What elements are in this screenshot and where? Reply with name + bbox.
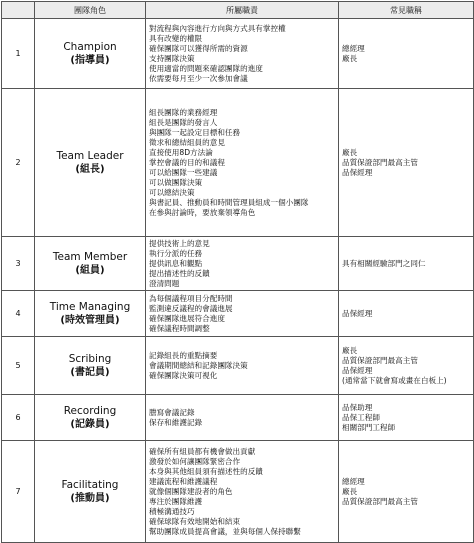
responsibilities-cell [146,291,339,337]
role-cell [35,237,146,291]
responsibility-item: 保存和維護記錄 [149,417,203,427]
responsibility-item: 監測違反議程的會議進展 [149,303,233,313]
job-title-item: 品保經理 [342,167,373,177]
table-row [2,89,474,237]
role-name-en: Champion [63,40,117,53]
role-name-en: Team Leader [56,149,124,162]
role-cell [35,337,146,395]
responsibility-item: 可以給團隊一些建議 [149,167,218,177]
responsibility-item: 提供訊息和觀點 [149,258,203,268]
table-row [2,395,474,441]
responsibility-item: 可以做團隊決策 [149,177,203,187]
responsibility-item: 可以總結決策 [149,187,195,197]
row-number: 1 [2,19,35,89]
job-title-item: 相關部門工程師 [342,422,396,432]
titles-cell [339,441,474,543]
responsibility-item: 使用適當的問題來確認團隊的進度 [149,63,263,73]
role-name-en: Facilitating [61,478,119,491]
job-title-item: 品保經理 [342,365,373,375]
job-title-item: (通常當下就會寫或畫在白板上) [342,375,447,385]
responsibility-item: 會議期間總結和記錄團隊決策 [149,360,248,370]
responsibility-item: 積極溝通技巧 [149,506,195,516]
responsibility-item: 確保團隊可以獲得所需的資源 [149,43,248,53]
role-name-zh: (書記員) [70,366,110,378]
job-title-item: 廠長 [342,486,358,496]
responsibility-item: 具有改變的權限 [149,33,203,43]
job-title-item: 廠長 [342,147,358,157]
responsibility-item: 建議流程和維護議程 [149,476,218,486]
role-name-en: Time Managing [49,300,131,313]
responsibility-item: 確保團隊進展符合進度 [149,313,225,323]
table-row [2,291,474,337]
responsibilities-cell [146,19,339,89]
responsibility-item: 在參與討論時，要放棄領導角色 [149,207,256,217]
titles-cell [339,19,474,89]
job-title-item: 品質保證部門最高主管 [342,355,418,365]
table-row [2,19,474,89]
role-name-en: Scribing [68,352,112,365]
job-title-item: 廠長 [342,53,358,63]
titles-cell [339,291,474,337]
responsibility-item: 依需要每月至少一次參加會議 [149,73,248,83]
titles-cell [339,395,474,441]
responsibilities-cell [146,395,339,441]
responsibility-item: 澄清問題 [149,278,180,288]
responsibilities-cell [146,237,339,291]
job-title-item: 品保助理 [342,402,373,412]
role-name-en: Recording [63,404,117,417]
responsibility-item: 直接使用8D方法論 [149,147,213,157]
responsibility-item: 就像個團隊建設者的角色 [149,486,233,496]
titles-cell [339,237,474,291]
responsibility-item: 與團隊一起設定目標和任務 [149,127,241,137]
responsibility-item: 掌控會議的目的和議程 [149,157,225,167]
responsibility-item: 幫助團隊成員提高會議，並與每個人保持聯繫 [149,526,301,536]
header-team-role: 團隊角色 [35,2,146,19]
responsibility-item: 激發於如何讓團隊緊密合作 [149,456,241,466]
roles-table [1,1,474,543]
job-title-item: 具有相關經驗部門之同仁 [342,258,426,268]
row-number: 5 [2,337,35,395]
role-name-en: Team Member [52,250,128,263]
role-cell [35,291,146,337]
responsibility-item: 徵求和總結組員的意見 [149,137,225,147]
responsibility-item: 支持團隊決策 [149,53,195,63]
responsibility-item: 謄寫會議記錄 [149,407,195,417]
row-number: 4 [2,291,35,337]
responsibility-item: 提出描述性的反饋 [149,268,210,278]
role-name-zh: (記錄員) [70,418,110,430]
responsibility-item: 專注於團隊維護 [149,496,203,506]
header-responsibilities: 所屬職責 [146,2,339,19]
role-name-zh: (組長) [75,163,105,175]
responsibility-item: 執行分派的任務 [149,248,203,258]
table-row [2,337,474,395]
responsibility-item: 本身與其他組員須有描述性的反饋 [149,466,263,476]
job-title-item: 品保經理 [342,308,373,318]
role-name-zh: (時效管理員) [60,314,120,326]
role-name-zh: (組員) [75,264,105,276]
role-cell [35,19,146,89]
titles-cell [339,89,474,237]
table-row [2,237,474,291]
responsibility-item: 組長是團隊的發言人 [149,117,218,127]
responsibility-item: 為每個議程項目分配時間 [149,293,233,303]
job-title-item: 品保工程師 [342,412,380,422]
role-cell [35,441,146,543]
job-title-item: 總經理 [342,476,365,486]
responsibility-item: 提供技術上的意見 [149,238,210,248]
row-number: 7 [2,441,35,543]
job-title-item: 品質保證部門最高主管 [342,157,418,167]
job-title-item: 品質保證部門最高主管 [342,496,418,506]
header-index [2,2,35,19]
titles-cell [339,337,474,395]
row-number: 6 [2,395,35,441]
table-row [2,441,474,543]
role-cell [35,395,146,441]
responsibility-item: 確保議程時間調整 [149,323,210,333]
header-row [2,2,474,19]
responsibility-item: 確保所有組員都有機會做出貢獻 [149,446,256,456]
role-cell [35,89,146,237]
responsibility-item: 對流程與內容進行方向與方式具有掌控權 [149,23,286,33]
responsibility-item: 確保團隊決策可視化 [149,370,218,380]
header-common-titles: 常見職稱 [339,2,474,19]
responsibilities-cell [146,89,339,237]
row-number: 2 [2,89,35,237]
role-name-zh: (指導員) [70,54,110,66]
job-title-item: 廠長 [342,345,358,355]
responsibilities-cell [146,337,339,395]
role-name-zh: (推動員) [70,492,110,504]
job-title-item: 總經理 [342,43,365,53]
responsibility-item: 與書記員、推動員和時間管理員組成一個小團隊 [149,197,309,207]
row-number: 3 [2,237,35,291]
responsibility-item: 確保球隊有效地開始和結束 [149,516,241,526]
responsibility-item: 組長團隊的業務經理 [149,107,218,117]
responsibility-item: 記錄組長的重點摘要 [149,350,218,360]
responsibilities-cell [146,441,339,543]
